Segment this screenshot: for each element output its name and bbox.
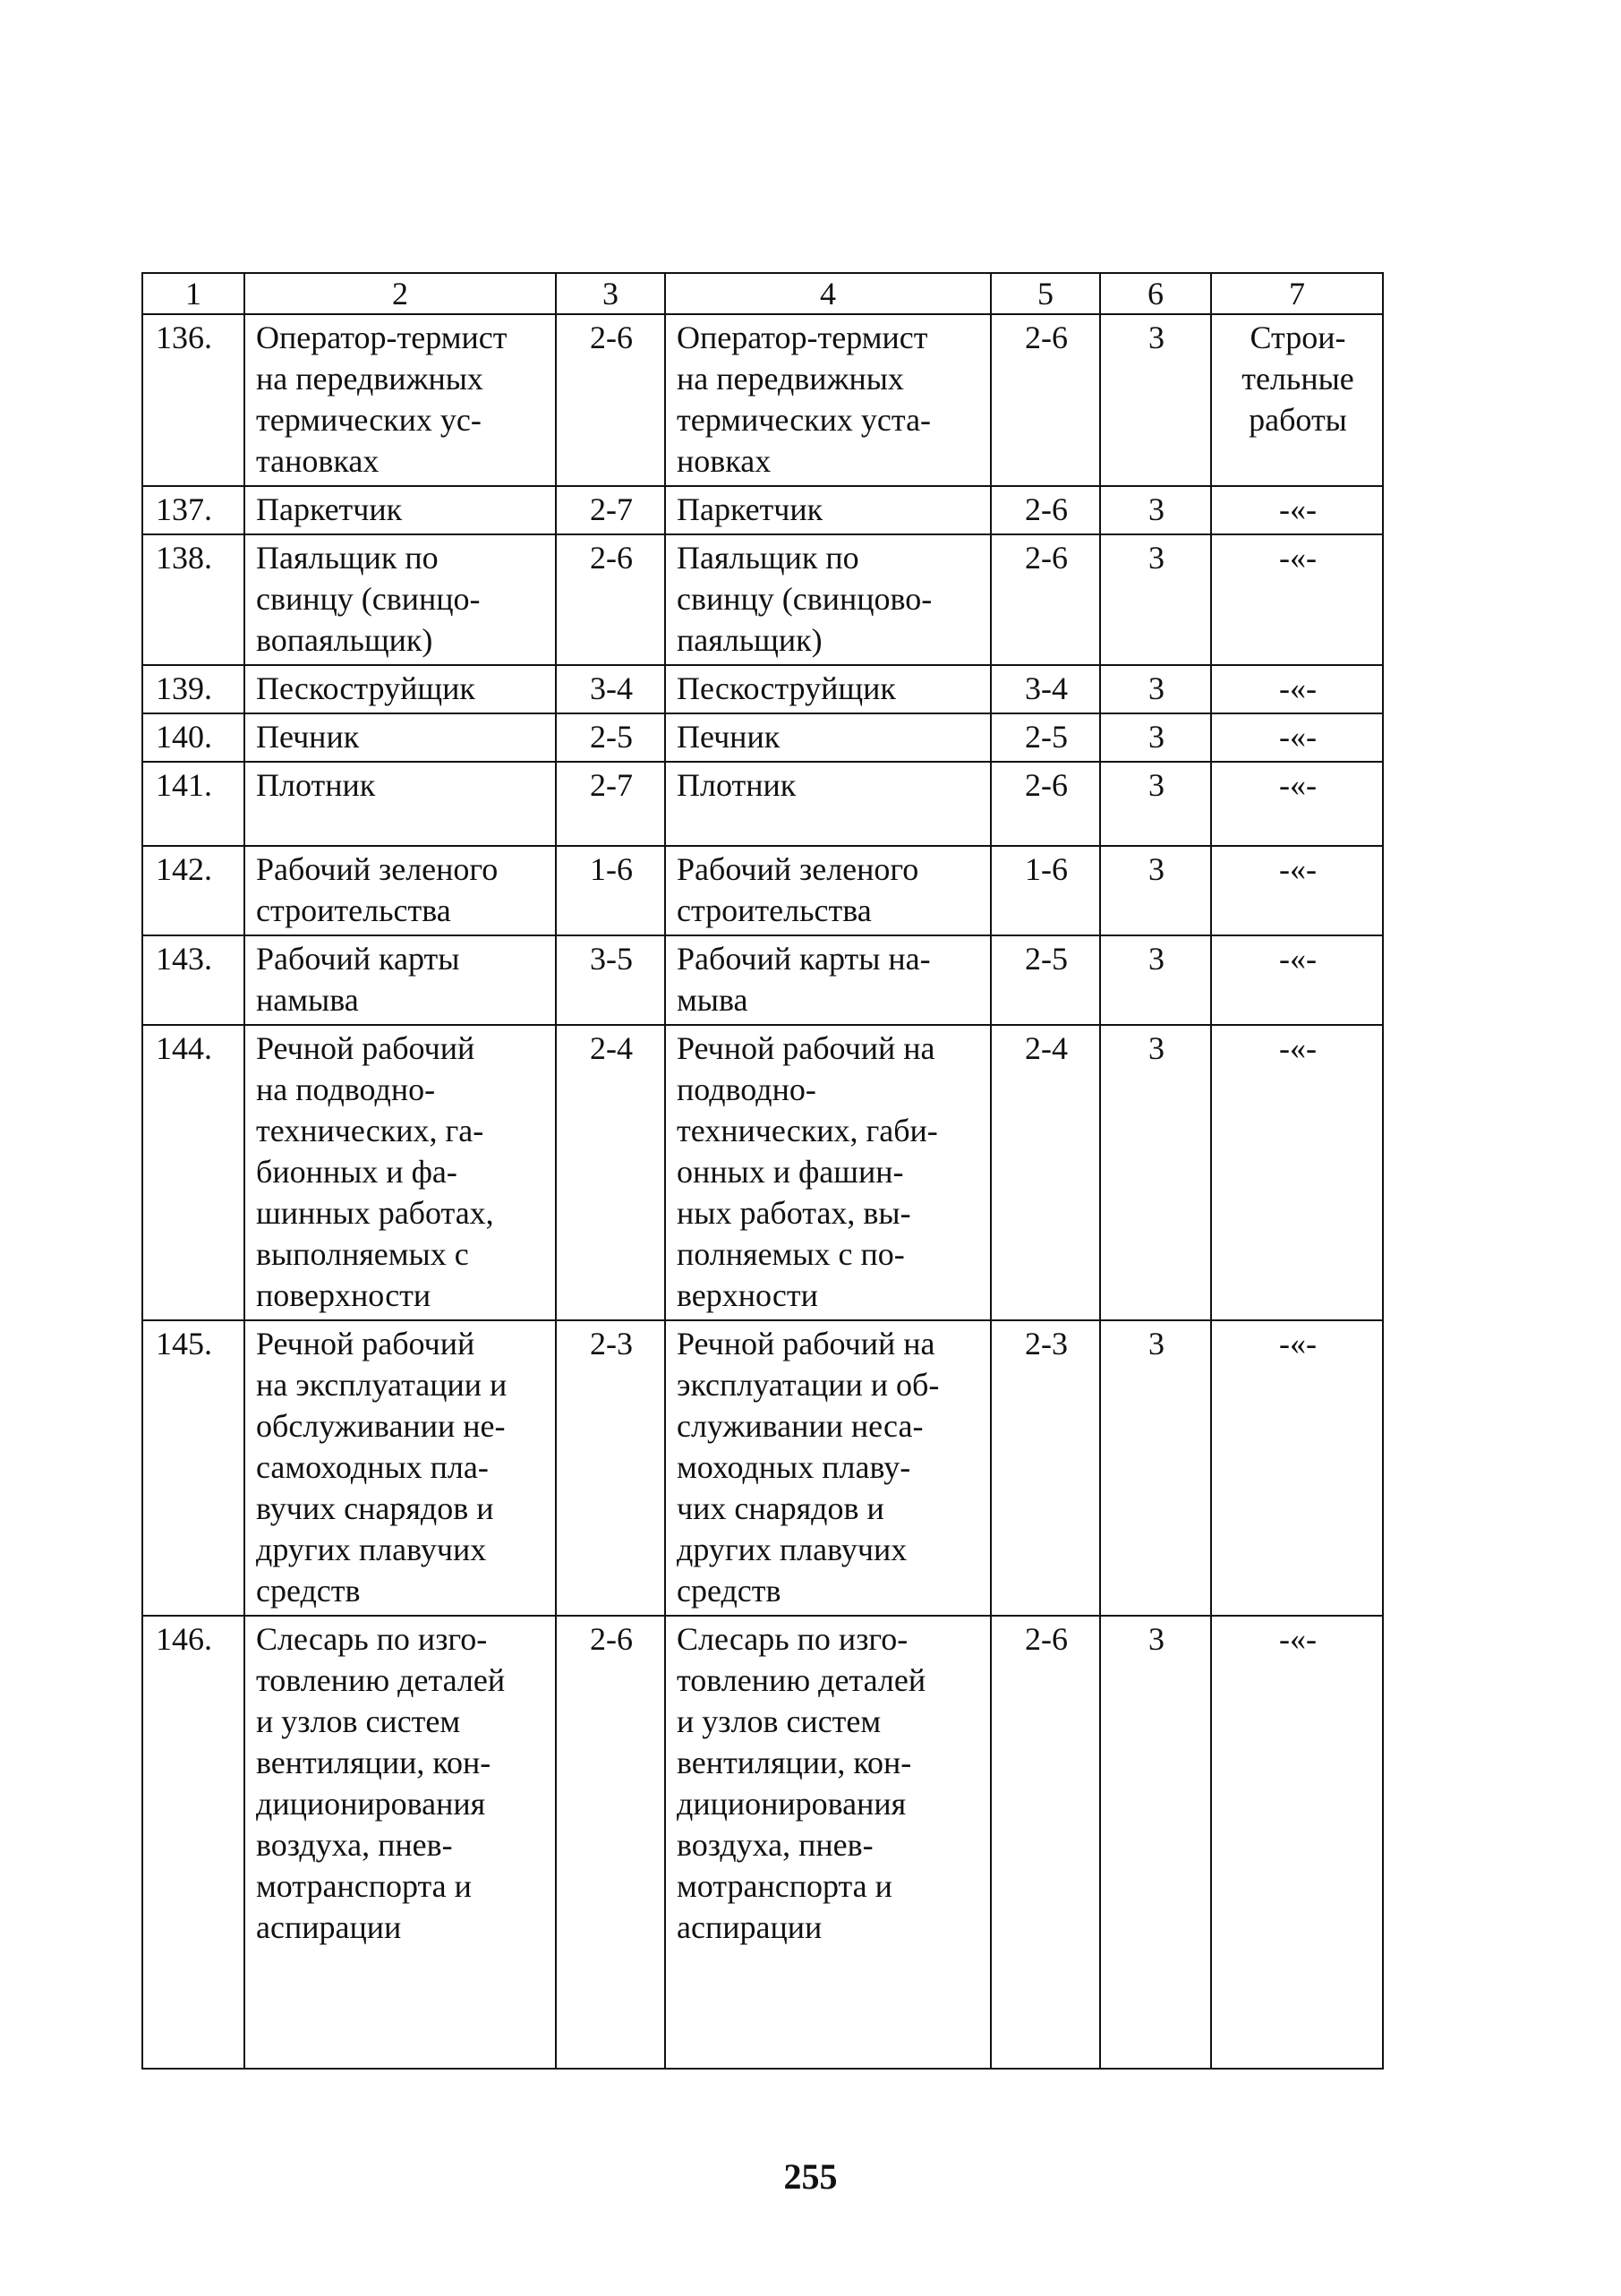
profession-name: Паяльщик по свинцу (свинцо- вопаяльщик): [244, 534, 556, 665]
grade-range-etks: 2-6: [991, 1616, 1100, 2069]
row-number: 140.: [142, 713, 244, 762]
grade-range-etks: 2-5: [991, 713, 1100, 762]
row-number: 136.: [142, 314, 244, 486]
profession-name: Речной рабочий на эксплуатации и обслуживании не- самоходных пла- вучих снарядов и других плавучих средств: [244, 1320, 556, 1616]
profession-name-etks: Печник: [665, 713, 991, 762]
grade-range-etks: 2-6: [991, 486, 1100, 534]
profession-name-etks: Слесарь по изго- товлению деталей и узлов систем вентиляции, кон- диционирования воздуха, пнев- мотранспорта и аспирации: [665, 1616, 991, 2069]
work-type-note: -«-: [1211, 935, 1383, 1025]
grade-value: 3: [1100, 1025, 1211, 1320]
table-row: [142, 486, 1383, 534]
profession-name-etks: Речной рабочий на эксплуатации и об- служивании неса- моходных плаву- чих снарядов и других плавучих средств: [665, 1320, 991, 1616]
profession-name: Слесарь по изго- товлению деталей и узлов систем вентиляции, кон- диционирования воздуха, пнев- мотранспорта и аспирации: [244, 1616, 556, 2069]
row-number: 141.: [142, 762, 244, 846]
grade-range: 1-6: [556, 846, 665, 935]
profession-name-etks: Оператор-термист на передвижных термических уста- новках: [665, 314, 991, 486]
work-type-note: -«-: [1211, 486, 1383, 534]
row-number: 145.: [142, 1320, 244, 1616]
grade-range-etks: 2-6: [991, 762, 1100, 846]
grade-value: 3: [1100, 665, 1211, 713]
page-number: 255: [783, 2156, 838, 2197]
grade-range: 2-7: [556, 762, 665, 846]
profession-name-etks: Паяльщик по свинцу (свинцово- паяльщик): [665, 534, 991, 665]
profession-name: Оператор-термист на передвижных термических ус- тановках: [244, 314, 556, 486]
table-row: [142, 713, 1383, 762]
profession-name: Пескоструйщик: [244, 665, 556, 713]
grade-range: 2-4: [556, 1025, 665, 1320]
row-number: 143.: [142, 935, 244, 1025]
table-row: [142, 534, 1383, 665]
grade-value: 3: [1100, 534, 1211, 665]
table-row: [142, 314, 1383, 486]
grade-range-etks: 1-6: [991, 846, 1100, 935]
table-row: [142, 935, 1383, 1025]
grade-value: 3: [1100, 486, 1211, 534]
grade-value: 3: [1100, 1320, 1211, 1616]
row-number: 139.: [142, 665, 244, 713]
grade-range: 2-7: [556, 486, 665, 534]
profession-name-etks: Плотник: [665, 762, 991, 846]
profession-name: Речной рабочий на подводно- технических, га- бионных и фа- шинных работах, выполняемых с поверхности: [244, 1025, 556, 1320]
profession-name-etks: Речной рабочий на подводно- технических, габи- онных и фашин- ных работах, вы- полняемых с по- верхности: [665, 1025, 991, 1320]
profession-name-etks: Рабочий зеленого строительства: [665, 846, 991, 935]
table-body: [142, 273, 1383, 2069]
header-cell-col-5: 5: [991, 273, 1100, 314]
work-type-note: -«-: [1211, 846, 1383, 935]
row-number: 144.: [142, 1025, 244, 1320]
work-type-note: Строи- тельные работы: [1211, 314, 1383, 486]
work-type-note: -«-: [1211, 762, 1383, 846]
work-type-note: -«-: [1211, 1616, 1383, 2069]
row-number: 138.: [142, 534, 244, 665]
profession-name: Рабочий карты намыва: [244, 935, 556, 1025]
grade-range-etks: 2-6: [991, 534, 1100, 665]
table-row: [142, 1025, 1383, 1320]
table-row: [142, 762, 1383, 846]
header-cell-col-3: 3: [556, 273, 665, 314]
row-number: 137.: [142, 486, 244, 534]
table-header-row: [142, 273, 1383, 314]
grade-range-etks: 3-4: [991, 665, 1100, 713]
grade-range: 3-4: [556, 665, 665, 713]
profession-table: [141, 272, 1384, 2070]
grade-range-etks: 2-6: [991, 314, 1100, 486]
work-type-note: -«-: [1211, 1025, 1383, 1320]
header-cell-col-2: 2: [244, 273, 556, 314]
profession-name-etks: Рабочий карты на- мыва: [665, 935, 991, 1025]
profession-name: Печник: [244, 713, 556, 762]
grade-range: 2-3: [556, 1320, 665, 1616]
grade-value: 3: [1100, 762, 1211, 846]
grade-range: 2-5: [556, 713, 665, 762]
row-number: 146.: [142, 1616, 244, 2069]
grade-range-etks: 2-5: [991, 935, 1100, 1025]
table-row: [142, 1616, 1383, 2069]
table-row: [142, 665, 1383, 713]
header-cell-col-6: 6: [1100, 273, 1211, 314]
header-cell-col-4: 4: [665, 273, 991, 314]
profession-name-etks: Пескоструйщик: [665, 665, 991, 713]
grade-range: 2-6: [556, 534, 665, 665]
grade-value: 3: [1100, 1616, 1211, 2069]
profession-name-etks: Паркетчик: [665, 486, 991, 534]
profession-name: Паркетчик: [244, 486, 556, 534]
header-cell-col-7: 7: [1211, 273, 1383, 314]
grade-value: 3: [1100, 935, 1211, 1025]
work-type-note: -«-: [1211, 1320, 1383, 1616]
grade-range-etks: 2-4: [991, 1025, 1100, 1320]
work-type-note: -«-: [1211, 713, 1383, 762]
grade-range-etks: 2-3: [991, 1320, 1100, 1616]
grade-value: 3: [1100, 314, 1211, 486]
table-row: [142, 1320, 1383, 1616]
grade-value: 3: [1100, 846, 1211, 935]
row-number: 142.: [142, 846, 244, 935]
profession-name: Плотник: [244, 762, 556, 846]
grade-range: 3-5: [556, 935, 665, 1025]
grade-value: 3: [1100, 713, 1211, 762]
grade-range: 2-6: [556, 1616, 665, 2069]
table-row: [142, 846, 1383, 935]
header-cell-col-1: 1: [142, 273, 244, 314]
work-type-note: -«-: [1211, 534, 1383, 665]
work-type-note: -«-: [1211, 665, 1383, 713]
grade-range: 2-6: [556, 314, 665, 486]
profession-name: Рабочий зеленого строительства: [244, 846, 556, 935]
